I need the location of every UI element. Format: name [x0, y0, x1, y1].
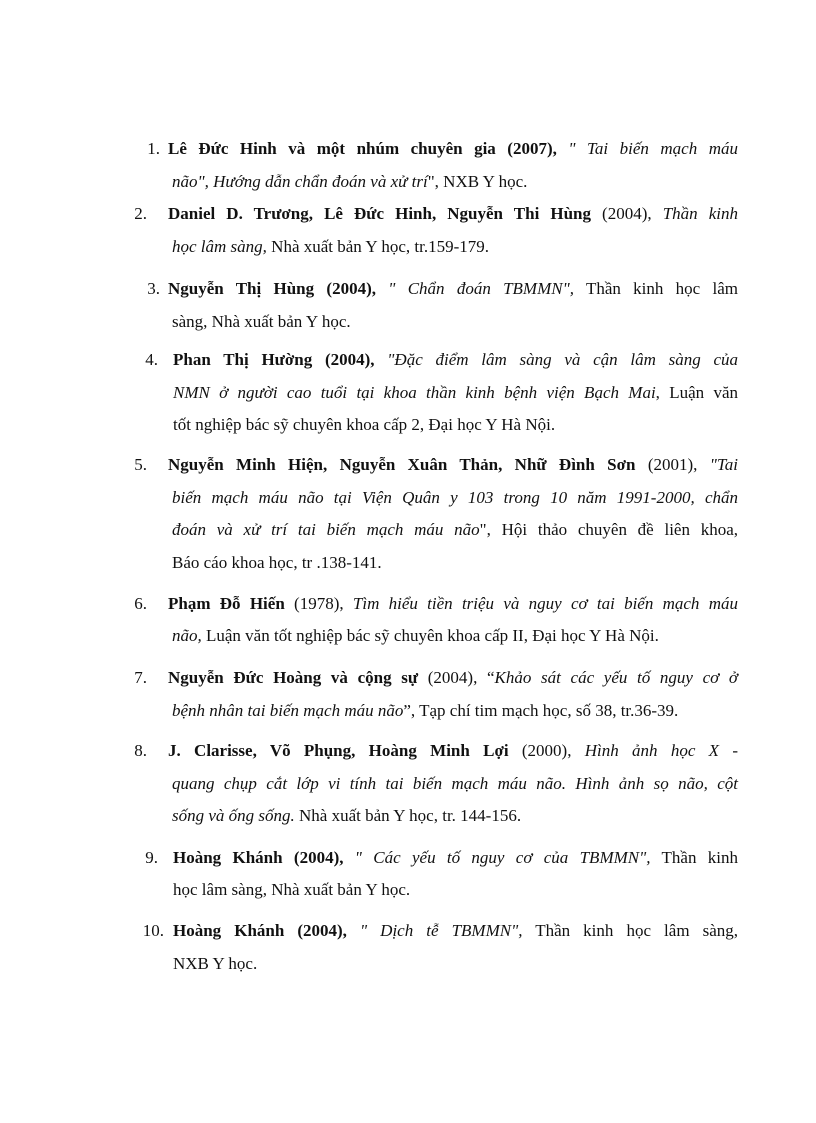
reference-line	[168, 279, 738, 299]
reference-line	[172, 520, 738, 540]
reference-number: 7.	[134, 668, 147, 687]
author-text: Phan Thị Hường (2004),	[173, 350, 375, 369]
publisher-text: (1978),	[284, 594, 353, 613]
reference-line	[172, 312, 351, 332]
title-text: sống và ống sống.	[172, 806, 295, 825]
publisher-text: Nhà xuất bản Y học, tr.159-179.	[266, 237, 489, 256]
title-text: " Chẩn đoán TBMMN",	[376, 279, 574, 298]
author-text: ,	[552, 139, 569, 158]
publisher-text: Thần kinh	[650, 848, 738, 867]
reference-number: 8.	[134, 741, 147, 760]
reference-line	[172, 626, 659, 646]
reference-line	[173, 954, 257, 974]
title-text: " Dịch tễ TBMMN",	[346, 921, 523, 940]
publisher-text: , Luận văn	[655, 383, 738, 402]
title-text: Hình ảnh học X -	[584, 741, 739, 760]
reference-number: 9.	[145, 848, 158, 867]
publisher-text: (2004), “	[418, 668, 495, 687]
title-text: " Các yếu tố nguy cơ của TBMMN",	[343, 848, 651, 867]
title-text: "Tai	[709, 455, 738, 474]
title-text: quang chụp cắt lớp vi tính tai biến mạch máu não. Hình ảnh sọ não, cột	[172, 774, 738, 793]
reference-line	[172, 553, 382, 573]
publisher-text: NXB Y học.	[173, 954, 258, 973]
reference-line	[172, 701, 678, 721]
publisher-text: Báo cáo khoa học, tr .138-141.	[172, 553, 382, 572]
reference-line	[168, 594, 738, 614]
reference-line	[173, 880, 410, 900]
title-text: Khảo sát các yếu tố nguy cơ ở	[494, 668, 738, 687]
reference-line	[172, 172, 527, 192]
publisher-text: (2000),	[508, 741, 585, 760]
title-text: đoán và xử trí tai biến mạch máu não	[172, 520, 480, 539]
publisher-text: học lâm sàng, Nhà xuất bản Y học.	[173, 880, 411, 899]
author-text: Phạm Đỗ Hiến	[168, 594, 285, 613]
publisher-text: (2001),	[635, 455, 710, 474]
reference-line	[173, 921, 738, 941]
reference-line	[172, 237, 489, 257]
reference-line	[172, 488, 738, 508]
publisher-text: Thần kinh học lâm	[574, 279, 739, 298]
reference-line	[168, 668, 738, 688]
title-text: học lâm sàng,	[172, 237, 267, 256]
title-text: Tìm hiểu tiền triệu và nguy cơ tai biến mạch máu	[352, 594, 738, 613]
reference-number: 10.	[142, 921, 164, 940]
publisher-text: sàng, Nhà xuất bản Y học.	[172, 312, 351, 331]
title-text: " Tai biến mạch máu	[568, 139, 738, 158]
title-text: bệnh nhân tai biến mạch máu não	[172, 701, 404, 720]
reference-line	[172, 806, 521, 826]
title-text: "Đặc điểm lâm sàng và cận lâm sàng của	[374, 350, 738, 369]
author-text: Hoàng Khánh (2004),	[173, 848, 344, 867]
reference-line	[173, 415, 555, 435]
title-text: não,	[172, 626, 202, 645]
title-text: NMN ở người cao tuổi tại khoa thần kinh bệnh viện Bạch Mai	[173, 383, 656, 402]
reference-line	[173, 848, 738, 868]
publisher-text: ", Hội thảo chuyên đề liên khoa,	[479, 520, 738, 539]
reference-number: 5.	[134, 455, 147, 474]
reference-line	[168, 455, 738, 475]
author-text: Lê Đức Hinh và một nhúm chuyên gia (2007)	[168, 139, 553, 158]
publisher-text: ”, Tạp chí tim mạch học, số 38, tr.36-39.	[403, 701, 679, 720]
reference-number: 3.	[147, 279, 160, 298]
author-text: Nguyễn Minh Hiện, Nguyễn Xuân Thản, Nhữ Đình Sơn	[168, 455, 636, 474]
publisher-text: ", NXB Y học.	[427, 172, 528, 191]
author-text: Hoàng Khánh (2004),	[173, 921, 347, 940]
publisher-text: Nhà xuất bản Y học, tr. 144-156.	[294, 806, 522, 825]
reference-line	[168, 204, 738, 224]
publisher-text: Luận văn tốt nghiệp bác sỹ chuyên khoa cấp II, Đại học Y Hà Nội.	[201, 626, 659, 645]
author-text: J. Clarisse, Võ Phụng, Hoàng Minh Lợi	[168, 741, 509, 760]
publisher-text: (2004),	[590, 204, 663, 223]
reference-number: 4.	[145, 350, 158, 369]
reference-line	[168, 741, 738, 761]
reference-line	[173, 350, 738, 370]
title-text: não", Hướng dẫn chẩn đoán và xử trí	[172, 172, 428, 191]
publisher-text: tốt nghiệp bác sỹ chuyên khoa cấp 2, Đại học Y Hà Nội.	[173, 415, 556, 434]
reference-number: 2.	[134, 204, 147, 223]
reference-number: 1.	[147, 139, 160, 158]
reference-number: 6.	[134, 594, 147, 613]
reference-line	[173, 383, 738, 403]
reference-line	[172, 774, 738, 794]
author-text: Nguyễn Đức Hoàng và cộng sự	[168, 668, 419, 687]
author-text: Nguyễn Thị Hùng (2004),	[168, 279, 376, 298]
publisher-text: Thần kinh học lâm sàng,	[522, 921, 738, 940]
author-text: Daniel D. Trương, Lê Đức Hinh, Nguyễn Thi Hùng	[168, 204, 591, 223]
reference-line	[168, 139, 738, 159]
title-text: biến mạch máu não tại Viện Quân y 103 trong 10 năm 1991-2000, chẩn	[172, 488, 738, 507]
title-text: Thần kinh	[662, 204, 738, 223]
